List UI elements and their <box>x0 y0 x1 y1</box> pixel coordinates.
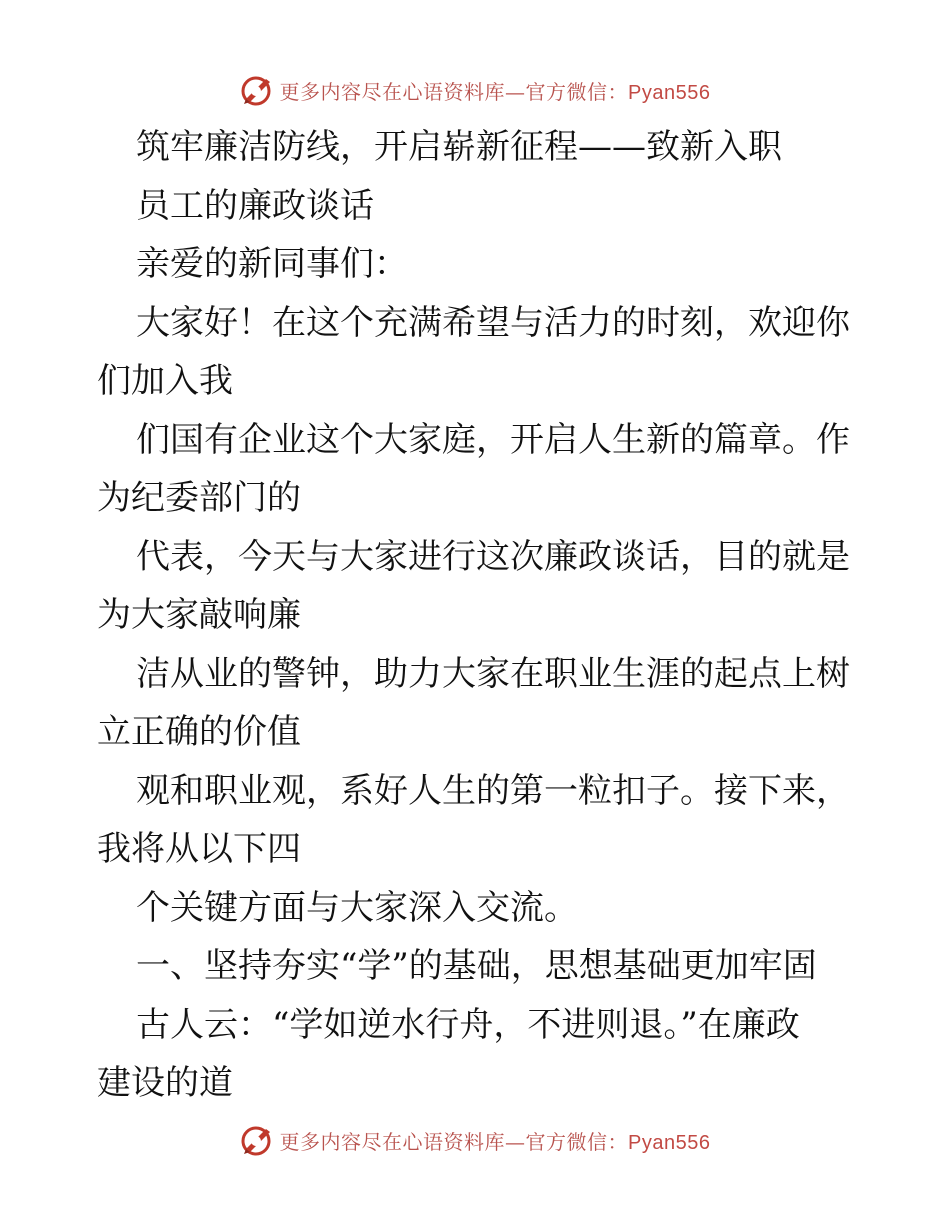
text-line: 建设的道 <box>97 1063 233 1103</box>
text-line: 为大家敲响廉 <box>97 595 301 635</box>
text-line: 我将从以下四 <box>97 829 301 869</box>
footer-banner[interactable] <box>0 1120 950 1160</box>
pen-in-circle-logo-icon <box>240 73 274 107</box>
text-line: 们国有企业这个大家庭，开启人生新的篇章。作 <box>136 419 850 460</box>
text-line: 洁从业的警钟，助力大家在职业生涯的起点上树 <box>136 653 850 694</box>
text-line: 古人云：“学如逆水行舟，不进则退。”在廉政 <box>136 1004 800 1045</box>
text-line: 亲爱的新同事们： <box>136 244 408 284</box>
pen-in-circle-logo-icon <box>240 1123 274 1157</box>
text-line: 观和职业观，系好人生的第一粒扣子。接下来， <box>136 770 850 811</box>
text-line: 立正确的价值 <box>97 712 301 752</box>
text-line: 们加入我 <box>97 361 233 401</box>
text-line: 为纪委部门的 <box>97 478 301 518</box>
document-body <box>97 118 857 1113</box>
text-line: 筑牢廉洁防线，开启崭新征程——致新入职 <box>136 127 782 167</box>
text-line: 一、坚持夯实“学”的基础，思想基础更加牢固 <box>136 946 817 986</box>
text-line: 代表，今天与大家进行这次廉政谈话，目的就是 <box>136 536 850 577</box>
header-wechat-id: Pyan556 <box>628 81 711 104</box>
header-banner[interactable] <box>0 70 950 110</box>
text-line: 大家好！在这个充满希望与活力的时刻，欢迎你 <box>136 302 850 343</box>
footer-banner-text <box>280 1126 711 1155</box>
footer-wechat-id: Pyan556 <box>628 1131 711 1154</box>
header-banner-label: 更多内容尽在心语资料库—官方微信： <box>279 79 629 104</box>
text-line: 员工的廉政谈话 <box>136 185 374 226</box>
text-line: 个关键方面与大家深入交流。 <box>136 887 578 928</box>
footer-banner-label: 更多内容尽在心语资料库—官方微信： <box>279 1129 629 1154</box>
header-banner-text <box>280 76 711 105</box>
